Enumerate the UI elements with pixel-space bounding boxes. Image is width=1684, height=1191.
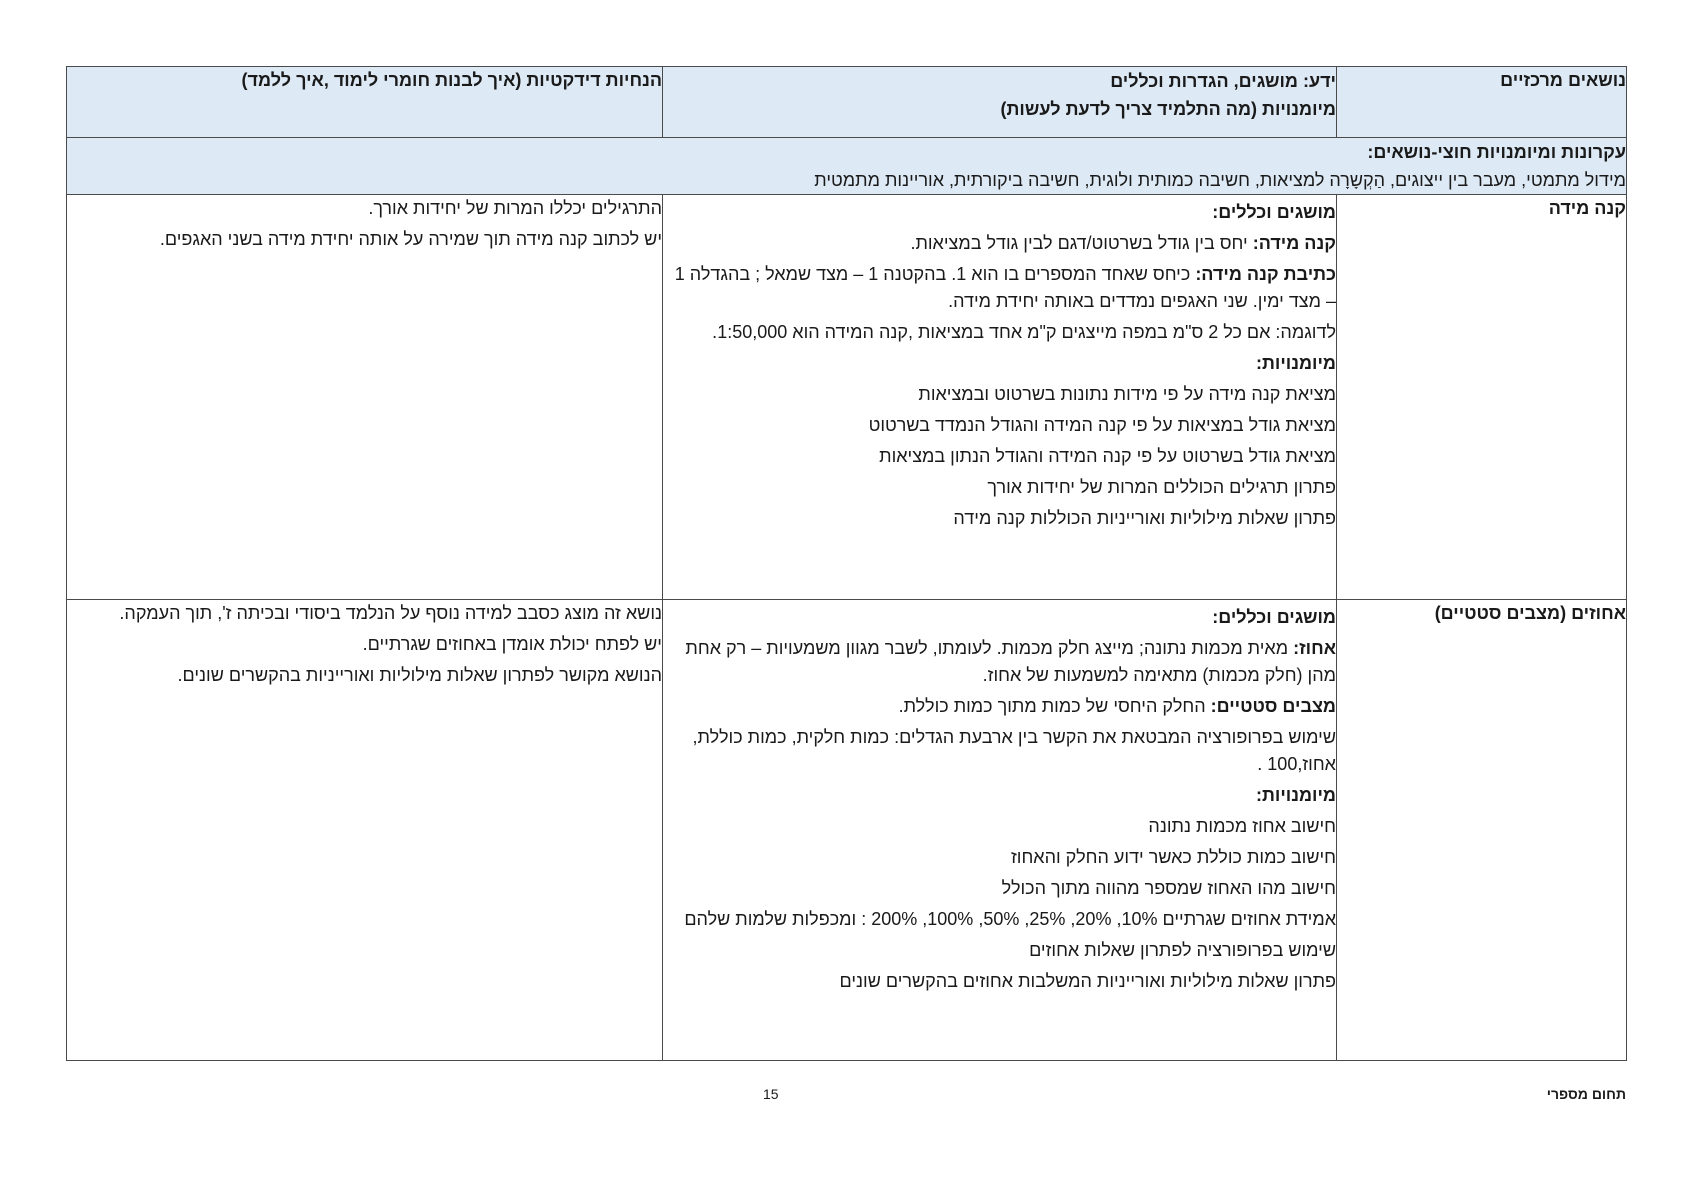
table-header-row: [67, 67, 1627, 138]
guideline-item: הנושא מקושר לפתרון שאלות מילוליות ואורייניות בהקשרים שונים.: [177, 665, 662, 685]
header-knowledge-line1: ידע: מושגים, הגדרות וכללים: [1110, 71, 1336, 91]
guideline-item: יש לכתוב קנה מידה תוך שמירה על אותה יחידת מידה בשני האגפים.: [159, 229, 662, 249]
guidelines-cell: [67, 600, 663, 1061]
header-knowledge-line2: מיומנויות (מה התלמיד צריך לדעת לעשות): [1000, 99, 1336, 119]
concept-paragraph: [663, 635, 1336, 689]
skill-item: פתרון שאלות מילוליות ואורייניות הכוללות קנה מידה: [953, 508, 1336, 528]
header-knowledge: [663, 67, 1337, 138]
footer-section-label: תחום מספרי: [1546, 1086, 1626, 1102]
table-row: [67, 600, 1627, 1061]
knowledge-cell: [663, 600, 1337, 1061]
principles-title: עקרונות ומיומנויות חוצי-נושאים:: [1367, 142, 1626, 162]
principles-cell: [67, 138, 1627, 195]
curriculum-table: [66, 66, 1627, 1061]
skill-item: שימוש בפרופורציה לפתרון שאלות אחוזים: [1029, 940, 1336, 960]
skill-item: חישוב מהו האחוז שמספר מהווה מתוך הכולל: [1001, 878, 1336, 898]
concept-term: אחוז:: [1293, 638, 1336, 658]
concept-paragraph: [663, 693, 1336, 720]
topic-cell: [1337, 195, 1627, 600]
concept-paragraph: [663, 261, 1336, 315]
skill-item: פתרון תרגילים הכוללים המרות של יחידות אורך: [987, 477, 1336, 497]
header-topics: נושאים מרכזיים: [1337, 67, 1627, 138]
skill-item: פתרון שאלות מילוליות ואורייניות המשלבות אחוזים בהקשרים שונים: [839, 971, 1336, 991]
skills-title: מיומנויות:: [1256, 785, 1336, 805]
concept-text: החלק היחסי של כמות מתוך כמות כוללת.: [898, 696, 1211, 716]
concept-paragraph: [663, 724, 1336, 778]
header-guidelines: הנחיות דידקטיות (איך לבנות חומרי לימוד ,איך ללמד): [67, 67, 663, 138]
guideline-item: התרגילים יכללו המרות של יחידות אורך.: [368, 198, 662, 218]
table-row: [67, 195, 1627, 600]
concept-term: קנה מידה:: [1252, 233, 1336, 253]
skill-item: מציאת גודל בשרטוט על פי קנה המידה והגודל הנתון במציאות: [879, 446, 1336, 466]
concept-text: יחס בין גודל בשרטוט/דגם לבין גודל במציאות.: [910, 233, 1253, 253]
principles-body: מידול מתמטי, מעבר בין ייצוגים, הַקְשָרָה למציאות, חשיבה כמותית ולוגית, חשיבה ביקורתית, אוריינות מתמטית: [814, 170, 1626, 190]
concept-text: כיחס שאחד המספרים בו הוא 1. בהקטנה 1 – מצד שמאל ; בהגדלה 1 – מצד ימין. שני האגפים נמדדים באותה יחידת מידה.: [674, 264, 1336, 311]
topic-title: אחוזים (מצבים סטטיים): [1434, 603, 1626, 623]
skill-item: מציאת גודל במציאות על פי קנה המידה והגודל הנמדד בשרטוט: [868, 415, 1336, 435]
skill-item: חישוב כמות כוללת כאשר ידוע החלק והאחוז: [1010, 847, 1336, 867]
guidelines-cell: [67, 195, 663, 600]
guideline-item: יש לפתח יכולת אומדן באחוזים שגרתיים.: [362, 634, 662, 654]
concept-text: מאית מכמות נתונה; מייצג חלק מכמות. לעומתו, לשבר מגוון משמעויות – רק אחת מהן (חלק מכמות) מתאימה למשמעות של אחוז.: [685, 638, 1336, 685]
skill-item: מציאת קנה מידה על פי מידות נתונות בשרטוט ובמציאות: [918, 384, 1336, 404]
skill-item: חישוב אחוז מכמות נתונה: [1148, 816, 1336, 836]
guideline-item: נושא זה מוצג כסבב למידה נוסף על הנלמד ביסודי ובכיתה ז', תוך העמקה.: [119, 603, 662, 623]
principles-row: [67, 138, 1627, 195]
concepts-title: מושגים וכללים:: [1212, 202, 1336, 222]
concept-term: כתיבת קנה מידה:: [1195, 264, 1336, 284]
skill-item: אמידת אחוזים שגרתיים 10%, 20%, 25%, 50%, 100%, 200% : ומכפלות שלמות שלהם: [684, 909, 1336, 929]
skills-title: מיומנויות:: [1256, 353, 1336, 373]
concept-paragraph: [663, 319, 1336, 346]
concept-text: לדוגמה: אם כל 2 ס"מ במפה מייצגים ק"מ אחד במציאות ,קנה המידה הוא 1:50,000.: [712, 322, 1336, 342]
concept-term: מצבים סטטיים:: [1210, 696, 1336, 716]
topic-cell: [1337, 600, 1627, 1061]
topic-title: קנה מידה: [1548, 198, 1626, 218]
concept-text: שימוש בפרופורציה המבטאת את הקשר בין ארבעת הגדלים: כמות חלקית, כמות כוללת, אחוז,100 .: [692, 727, 1336, 774]
page-number: 15: [763, 1086, 779, 1102]
concepts-title: מושגים וכללים:: [1212, 607, 1336, 627]
knowledge-cell: [663, 195, 1337, 600]
concept-paragraph: [663, 230, 1336, 257]
